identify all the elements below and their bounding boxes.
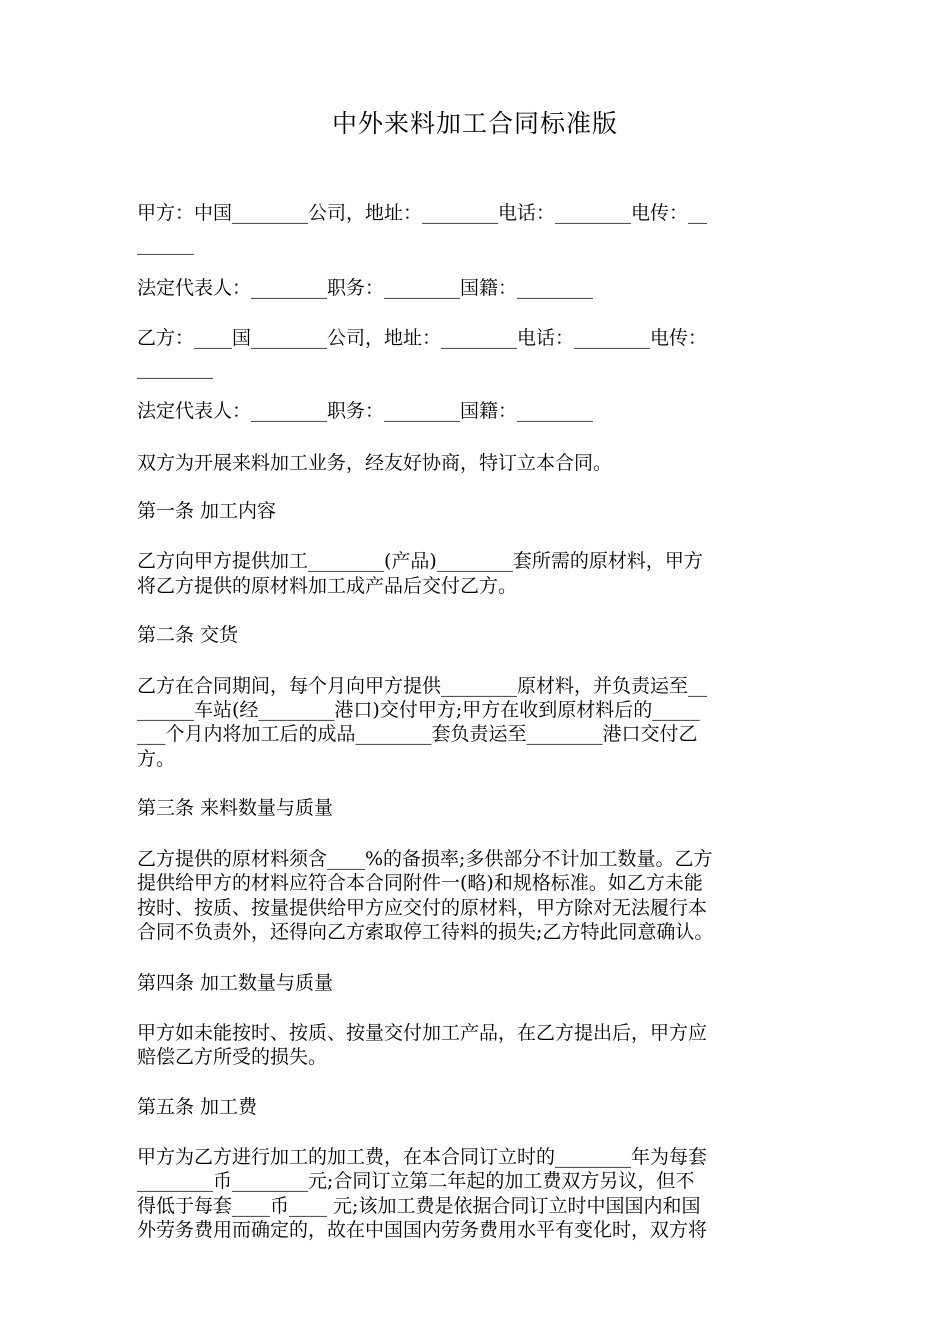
- party-b-representative: 法定代表人：________职务：________国籍：________: [137, 400, 594, 422]
- article-2-text-4: 方。: [137, 748, 176, 770]
- article-4-text-2: 赔偿乙方所受的损失。: [137, 1046, 328, 1068]
- article-1-heading: 第一条 加工内容: [137, 500, 277, 522]
- article-3-text-4: 合同不负责外，还得向乙方索取停工待料的损失;乙方特此同意确认。: [137, 921, 714, 943]
- article-5-text-2: ________币________元;合同订立第二年起的加工费双方另议，但不: [137, 1170, 695, 1192]
- party-b-line-1: 乙方：____国________公司，地址：________电话：________电传：: [137, 327, 708, 349]
- article-4-text-1: 甲方如未能按时、按质、按量交付加工产品，在乙方提出后，甲方应: [137, 1022, 708, 1044]
- article-3-text-3: 按时、按质、按量提供给甲方应交付的原材料，甲方除对无法履行本: [137, 897, 708, 919]
- article-1-text-1: 乙方向甲方提供加工________(产品)________套所需的原材料，甲方: [137, 550, 703, 572]
- article-3-heading: 第三条 来料数量与质量: [137, 797, 334, 819]
- article-2-text-2: ______车站(经________港口)交付甲方;甲方在收到原材料后的_____: [137, 699, 700, 721]
- party-a-representative: 法定代表人：________职务：________国籍：________: [137, 277, 594, 299]
- party-a-line-1: 甲方：中国________公司，地址：________电话：________电传：__: [137, 202, 708, 224]
- article-2-text-3: ___个月内将加工后的成品________套负责运至________港口交付乙: [137, 723, 698, 745]
- preamble: 双方为开展来料加工业务，经友好协商，特订立本合同。: [137, 452, 613, 474]
- article-3-text-1: 乙方提供的原材料须含____%的备损率;多供部分不计加工数量。乙方: [137, 848, 713, 870]
- article-5-text-1: 甲方为乙方进行加工的加工费，在本合同订立时的________年为每套: [137, 1146, 708, 1168]
- party-b-line-2: ________: [137, 357, 213, 379]
- article-3-text-2: 提供给甲方的材料应符合本合同附件一(略)和规格标准。如乙方未能: [137, 872, 703, 894]
- article-2-text-1: 乙方在合同期间，每个月向甲方提供________原材料，并负责运至__: [137, 675, 708, 697]
- article-2-heading: 第二条 交货: [137, 624, 239, 646]
- article-4-heading: 第四条 加工数量与质量: [137, 972, 334, 994]
- article-5-text-4: 外劳务费用而确定的，故在中国国内劳务费用水平有变化时，双方将: [137, 1219, 708, 1241]
- article-5-heading: 第五条 加工费: [137, 1096, 258, 1118]
- party-a-line-2: ______: [137, 233, 194, 255]
- document-title: 中外来料加工合同标准版: [331, 109, 618, 138]
- article-1-text-2: 将乙方提供的原材料加工成产品后交付乙方。: [137, 575, 518, 597]
- article-5-text-3: 得低于每套____币____ 元;该加工费是依据合同订立时中国国内和国: [137, 1195, 701, 1217]
